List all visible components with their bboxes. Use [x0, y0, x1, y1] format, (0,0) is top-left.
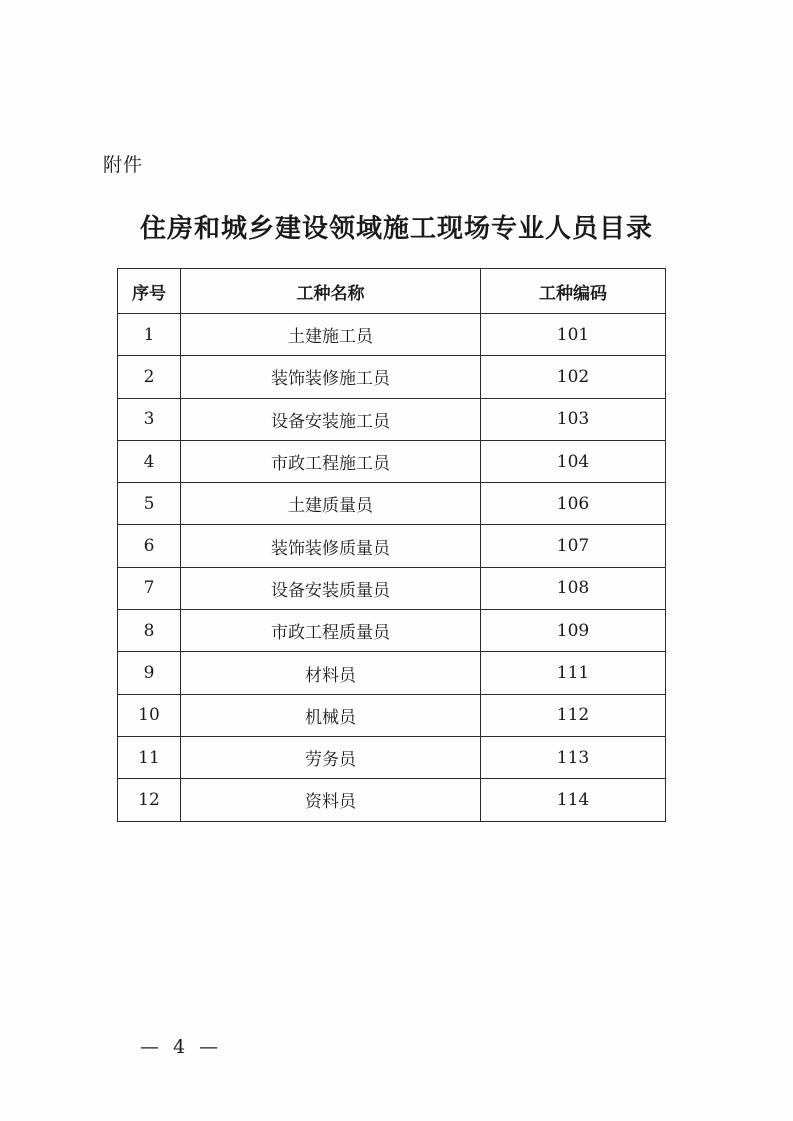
job-name: 设备安装施工员: [181, 398, 481, 440]
table-row: [118, 610, 666, 652]
job-name: 设备安装质量员: [181, 567, 481, 609]
table-row: [118, 652, 666, 694]
job-code: 109: [481, 610, 666, 652]
job-name: 土建施工员: [181, 314, 481, 356]
job-name: 装饰装修质量员: [181, 525, 481, 567]
column-header-job-name: 工种名称: [181, 269, 481, 314]
page-number: — 4 —: [140, 1036, 223, 1058]
row-index: 9: [118, 652, 181, 694]
job-code: 101: [481, 314, 666, 356]
column-header-index: 序号: [118, 269, 181, 314]
column-header-job-code: 工种编码: [481, 269, 666, 314]
table-row: [118, 567, 666, 609]
table-row: [118, 525, 666, 567]
row-index: 11: [118, 736, 181, 778]
job-name: 资料员: [181, 779, 481, 821]
table-row: [118, 736, 666, 778]
job-name: 市政工程质量员: [181, 610, 481, 652]
job-code: 104: [481, 440, 666, 482]
row-index: 12: [118, 779, 181, 821]
job-code: 106: [481, 483, 666, 525]
job-code: 108: [481, 567, 666, 609]
table-row: [118, 398, 666, 440]
job-code: 103: [481, 398, 666, 440]
job-code: 114: [481, 779, 666, 821]
document-title: 住房和城乡建设领域施工现场专业人员目录: [139, 214, 653, 244]
row-index: 6: [118, 525, 181, 567]
row-index: 5: [118, 483, 181, 525]
row-index: 2: [118, 356, 181, 398]
job-code: 112: [481, 694, 666, 736]
job-name: 土建质量员: [181, 483, 481, 525]
row-index: 8: [118, 610, 181, 652]
table-row: [118, 356, 666, 398]
job-name: 装饰装修施工员: [181, 356, 481, 398]
job-name: 机械员: [181, 694, 481, 736]
row-index: 3: [118, 398, 181, 440]
table-row: [118, 440, 666, 482]
table-row: [118, 483, 666, 525]
row-index: 7: [118, 567, 181, 609]
table-row: [118, 779, 666, 821]
attachment-label: 附件: [103, 154, 144, 176]
job-code: 107: [481, 525, 666, 567]
job-name: 劳务员: [181, 736, 481, 778]
personnel-catalog-table: [117, 268, 666, 822]
job-code: 102: [481, 356, 666, 398]
job-name: 市政工程施工员: [181, 440, 481, 482]
table-row: [118, 314, 666, 356]
job-code: 113: [481, 736, 666, 778]
row-index: 4: [118, 440, 181, 482]
table-row: [118, 694, 666, 736]
row-index: 1: [118, 314, 181, 356]
table-header-row: [118, 269, 666, 314]
job-name: 材料员: [181, 652, 481, 694]
job-code: 111: [481, 652, 666, 694]
row-index: 10: [118, 694, 181, 736]
